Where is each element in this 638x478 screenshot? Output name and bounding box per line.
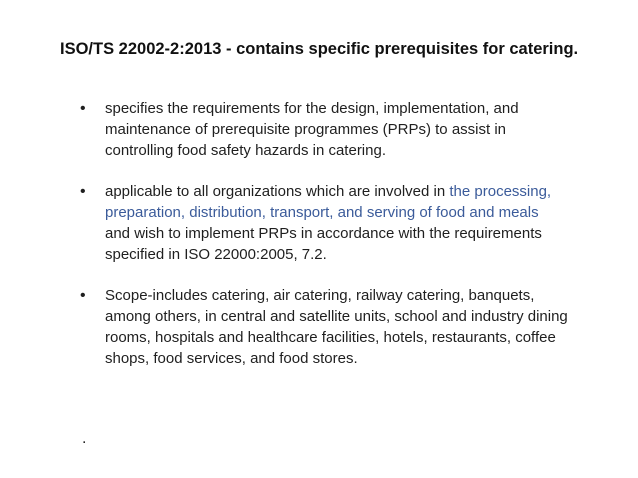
bullet-line-plain: applicable to all organizations which are involved in bbox=[105, 183, 450, 200]
highlighted-phrase: preparation, distribution, transport, and serving of food and meals bbox=[105, 204, 539, 221]
bullet-marker: • bbox=[80, 100, 86, 117]
bullet-marker: • bbox=[80, 287, 86, 304]
bullet-item-applicability bbox=[0, 181, 638, 265]
bullet-line: controlling food safety hazards in catering. bbox=[105, 142, 386, 159]
bullet-line: Scope-includes catering, air catering, railway catering, banquets, bbox=[105, 287, 535, 304]
bullet-list bbox=[0, 98, 638, 389]
bullet-line: specifies the requirements for the design, implementation, and bbox=[105, 100, 519, 117]
bullet-line: and wish to implement PRPs in accordance with the requirements bbox=[105, 225, 542, 242]
bullet-item-requirements bbox=[0, 98, 638, 161]
bullet-line bbox=[105, 181, 620, 202]
bullet-line: specified in ISO 22000:2005, 7.2. bbox=[105, 246, 327, 263]
bullet-line: maintenance of prerequisite programmes (PRPs) to assist in bbox=[105, 121, 507, 138]
bullet-text bbox=[105, 181, 620, 265]
bullet-line: among others, in central and satellite units, school and industry dining bbox=[105, 308, 568, 325]
bullet-line: rooms, hospitals and healthcare facilities, hotels, restaurants, coffee bbox=[105, 329, 556, 346]
highlighted-phrase: the processing, bbox=[449, 183, 552, 200]
bullet-item-scope bbox=[0, 285, 638, 369]
trailing-mark: . bbox=[82, 430, 87, 447]
bullet-marker: • bbox=[80, 183, 86, 200]
bullet-text bbox=[105, 98, 620, 161]
slide-title: ISO/TS 22002-2:2013 - contains specific prerequisites for catering. bbox=[60, 40, 579, 58]
bullet-text bbox=[105, 285, 620, 369]
bullet-line: shops, food services, and food stores. bbox=[105, 350, 358, 367]
